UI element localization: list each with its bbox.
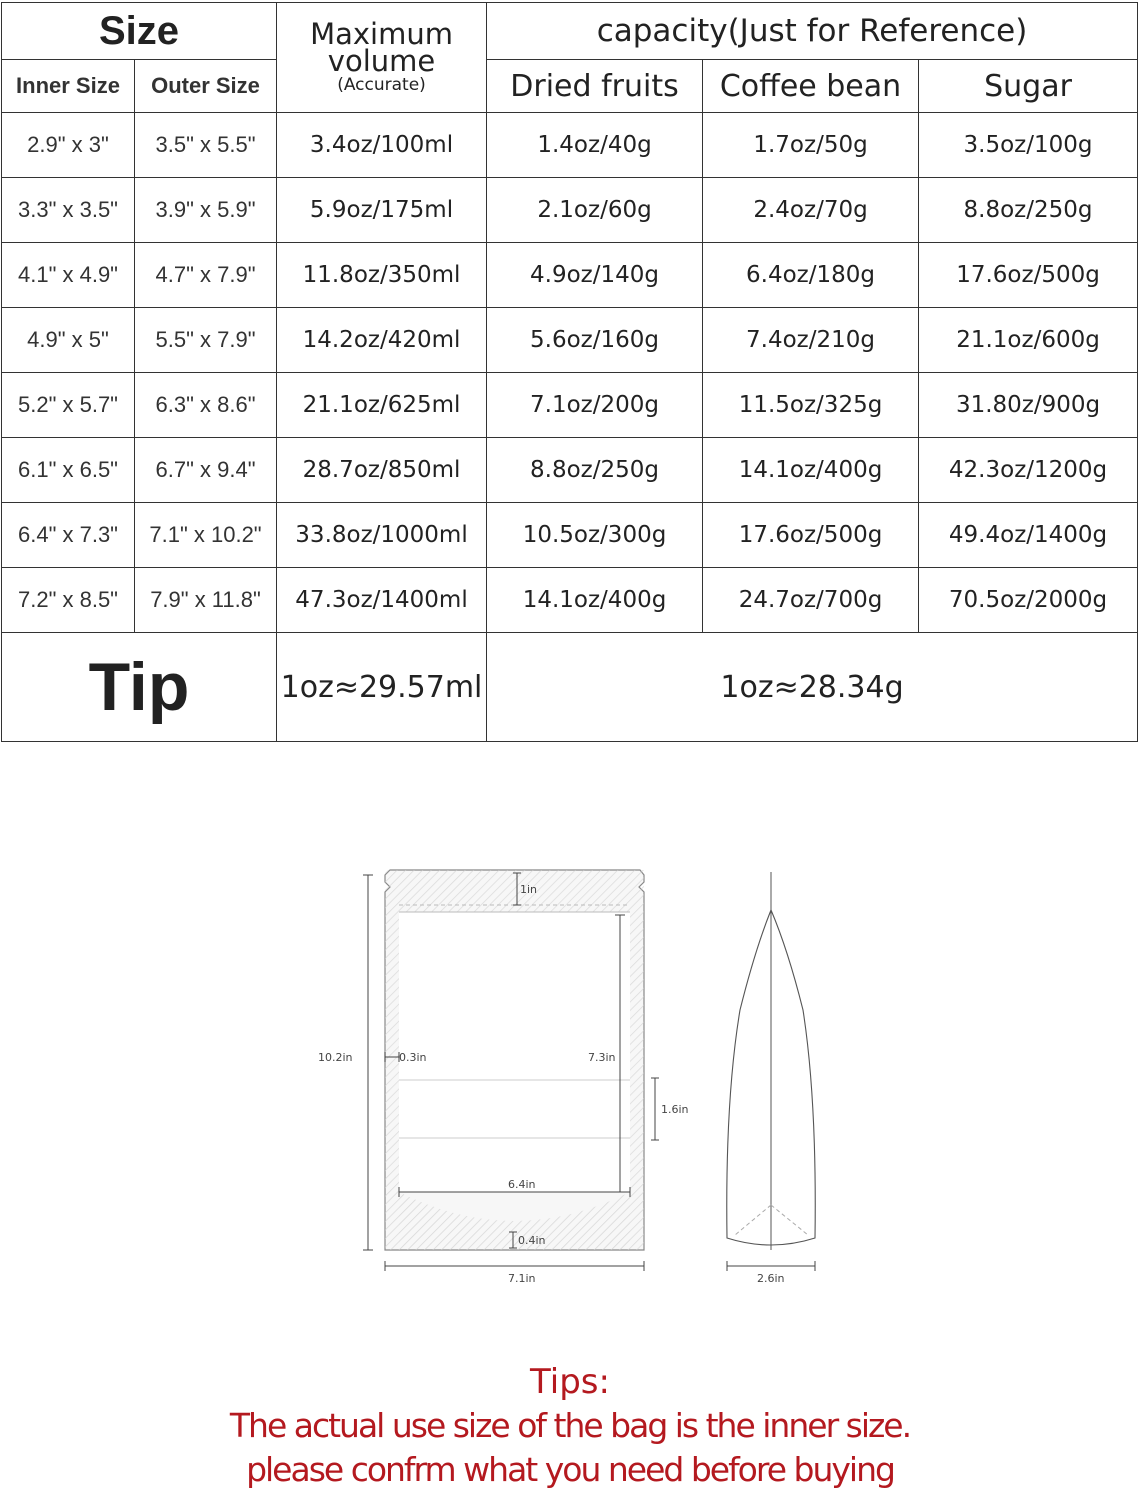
dim-side-depth-label: 2.6in: [757, 1272, 785, 1285]
dried-fruits-cell: 1.4oz/40g: [487, 113, 703, 178]
dried-fruits-cell: 10.5oz/300g: [487, 503, 703, 568]
bag-front-view: [318, 870, 689, 1285]
tip-row: [2, 633, 1138, 742]
dim-inner-width-label: 6.4in: [508, 1178, 536, 1191]
outer-size-cell: 6.3" x 8.6": [135, 373, 277, 438]
sugar-header: Sugar: [919, 60, 1138, 113]
dried-fruits-cell: 4.9oz/140g: [487, 243, 703, 308]
dim-gusset-label: 1.6in: [661, 1103, 689, 1116]
coffee-bean-header: Coffee bean: [703, 60, 919, 113]
volume-cell: 3.4oz/100ml: [277, 113, 487, 178]
coffee-bean-cell: 17.6oz/500g: [703, 503, 919, 568]
dim-zipper-offset-label: 0.3in: [399, 1051, 427, 1064]
tip-label: Tip: [2, 633, 277, 742]
outer-size-cell: 7.9" x 11.8": [135, 568, 277, 633]
bag-left-seal: [385, 912, 399, 1250]
outer-size-header: Outer Size: [135, 60, 277, 113]
inner-size-cell: 6.1" x 6.5": [2, 438, 135, 503]
volume-cell: 33.8oz/1000ml: [277, 503, 487, 568]
max-volume-line1: Maximum: [310, 16, 453, 51]
sugar-cell: 17.6oz/500g: [919, 243, 1138, 308]
dried-fruits-cell: 2.1oz/60g: [487, 178, 703, 243]
inner-size-header: Inner Size: [2, 60, 135, 113]
table-row: [2, 113, 1138, 178]
outer-size-cell: 3.9" x 5.9": [135, 178, 277, 243]
sugar-cell: 49.4oz/1400g: [919, 503, 1138, 568]
bag-top-seal: [385, 870, 644, 912]
volume-cell: 14.2oz/420ml: [277, 308, 487, 373]
volume-cell: 21.1oz/625ml: [277, 373, 487, 438]
volume-cell: 47.3oz/1400ml: [277, 568, 487, 633]
outer-size-cell: 7.1" x 10.2": [135, 503, 277, 568]
inner-size-cell: 5.2" x 5.7": [2, 373, 135, 438]
inner-size-cell: 4.9" x 5": [2, 308, 135, 373]
dim-total-height: [363, 875, 373, 1250]
sugar-cell: 8.8oz/250g: [919, 178, 1138, 243]
coffee-bean-cell: 2.4oz/70g: [703, 178, 919, 243]
dried-fruits-header: Dried fruits: [487, 60, 703, 113]
table-row: [2, 503, 1138, 568]
dim-bottom-seal-label: 0.4in: [518, 1234, 546, 1247]
bag-side-view: [727, 872, 815, 1285]
dim-total-width-label: 7.1in: [508, 1272, 536, 1285]
dried-fruits-cell: 14.1oz/400g: [487, 568, 703, 633]
sugar-cell: 42.3oz/1200g: [919, 438, 1138, 503]
bag-dimension-diagram: [0, 800, 1140, 1300]
table-row: [2, 568, 1138, 633]
inner-size-cell: 4.1" x 4.9": [2, 243, 135, 308]
inner-size-cell: 3.3" x 3.5": [2, 178, 135, 243]
sugar-cell: 31.80z/900g: [919, 373, 1138, 438]
coffee-bean-cell: 24.7oz/700g: [703, 568, 919, 633]
dim-inner-height-label: 7.3in: [588, 1051, 616, 1064]
sugar-cell: 70.5oz/2000g: [919, 568, 1138, 633]
table-row: [2, 178, 1138, 243]
coffee-bean-cell: 14.1oz/400g: [703, 438, 919, 503]
tips-title: Tips:: [530, 1362, 610, 1402]
outer-size-cell: 6.7" x 9.4": [135, 438, 277, 503]
inner-size-cell: 7.2" x 8.5": [2, 568, 135, 633]
table-row: [2, 438, 1138, 503]
dried-fruits-cell: 7.1oz/200g: [487, 373, 703, 438]
sugar-cell: 21.1oz/600g: [919, 308, 1138, 373]
inner-size-cell: 2.9" x 3": [2, 113, 135, 178]
tips-note: [0, 1360, 1140, 1492]
max-volume-note: (Accurate): [337, 74, 426, 95]
table-row: [2, 243, 1138, 308]
max-volume-header: [277, 3, 487, 113]
coffee-bean-cell: 7.4oz/210g: [703, 308, 919, 373]
outer-size-cell: 5.5" x 7.9": [135, 308, 277, 373]
coffee-bean-cell: 1.7oz/50g: [703, 113, 919, 178]
tip-weight-conversion: 1oz≈28.34g: [487, 633, 1138, 742]
tip-volume-conversion: 1oz≈29.57ml: [277, 633, 487, 742]
tips-line-inner-size: The actual use size of the bag is the inner size.: [229, 1406, 911, 1445]
coffee-bean-cell: 11.5oz/325g: [703, 373, 919, 438]
table-row: [2, 308, 1138, 373]
bag-right-seal: [630, 912, 644, 1250]
coffee-bean-cell: 6.4oz/180g: [703, 243, 919, 308]
sugar-cell: 3.5oz/100g: [919, 113, 1138, 178]
dried-fruits-cell: 8.8oz/250g: [487, 438, 703, 503]
volume-cell: 11.8oz/350ml: [277, 243, 487, 308]
dim-seal-height-label: 1in: [520, 883, 538, 896]
dim-total-height-label: 10.2in: [318, 1051, 353, 1064]
volume-cell: 28.7oz/850ml: [277, 438, 487, 503]
size-header: Size: [2, 3, 277, 60]
table-row: [2, 373, 1138, 438]
inner-size-cell: 6.4" x 7.3": [2, 503, 135, 568]
outer-size-cell: 4.7" x 7.9": [135, 243, 277, 308]
volume-cell: 5.9oz/175ml: [277, 178, 487, 243]
outer-size-cell: 3.5" x 5.5": [135, 113, 277, 178]
capacity-header: capacity(Just for Reference): [487, 3, 1138, 60]
max-volume-line2: volume: [327, 43, 436, 78]
tips-line-confirm: please confrm what you need before buying: [246, 1450, 894, 1489]
dried-fruits-cell: 5.6oz/160g: [487, 308, 703, 373]
size-capacity-table: [1, 2, 1138, 742]
